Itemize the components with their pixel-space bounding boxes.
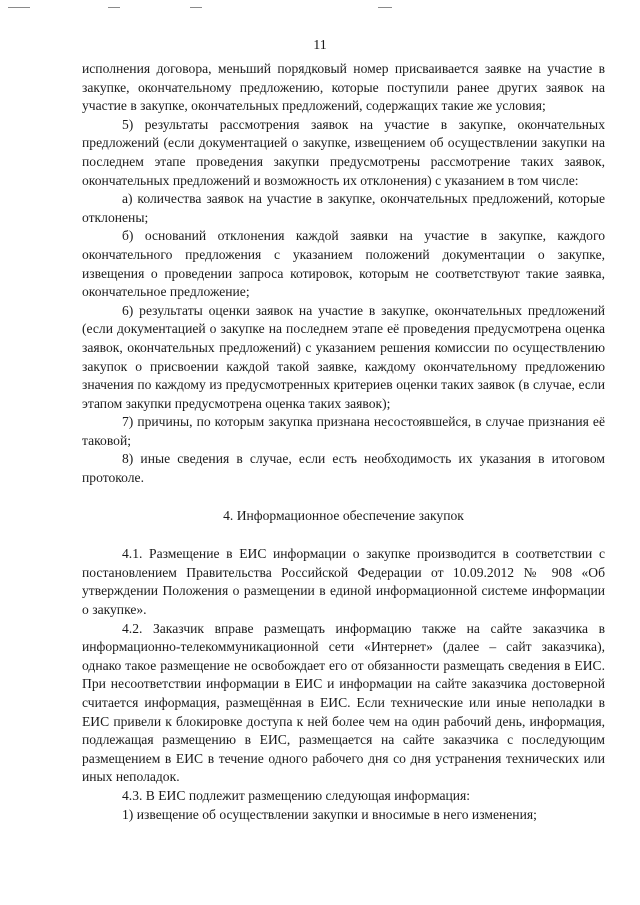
list-item-8: 8) иные сведения в случае, если есть необходимость их указания в итоговом протоколе.	[82, 451, 605, 486]
clause-4-3-item-1: 1) извещение об осуществлении закупки и вносимые в него изменения;	[122, 806, 537, 822]
sub-item-a: а) количества заявок на участие в закупке, окончательных предложений, которые отклонены;	[82, 191, 605, 225]
scan-artifact-mark	[190, 7, 202, 8]
scan-artifact-mark	[378, 7, 392, 8]
document-body	[82, 60, 605, 824]
paragraph-continuation: исполнения договора, меньший порядковый номер присваивается заявке на участие в закупке, окончательному предложению, которые поступили ранее других заявок на участие в закупке, окончательных предложений, содержащих такие же условия;	[82, 61, 605, 114]
clause-4-1: 4.1. Размещение в ЕИС информации о закупке производится в соответствии с постановлением Правительства Российской Федерации от 10.09.2012 № 908 «Об утверждении Положения о размещении в единой информационной системе информации о закупке».	[82, 546, 605, 618]
scan-artifact-mark	[108, 7, 120, 8]
list-item-7: 7) причины, по которым закупка признана несостоявшейся, в случае признания её таковой;	[82, 414, 605, 448]
section-heading: 4. Информационное обеспечение закупок	[223, 507, 464, 523]
page-number: 11	[313, 38, 327, 53]
scan-artifact-mark	[8, 7, 30, 8]
list-item-5: 5) результаты рассмотрения заявок на участие в закупке, окончательных предложений (если документацией о закупке, извещением об осуществлении закупки на последнем этапе проведения закупки предусмотрены рассмотрение таких заявок, окончательных предложений и возможность их отклонения) с указанием в том числе:	[82, 116, 605, 188]
clause-4-3: 4.3. В ЕИС подлежит размещению следующая информация:	[122, 787, 471, 803]
sub-item-b: б) оснований отклонения каждой заявки на участие в закупке, каждого окончательного предложения с указанием положений документации о закупке, извещения о проведении запроса котировок, которым не соответствуют такие заявка, окончательное предложение;	[82, 228, 605, 300]
list-item-6: 6) результаты оценки заявок на участие в закупке, окончательных предложений (если документацией о закупке на последнем этапе её проведения предусмотрена оценка заявок, окончательных предложений) с указанием решения комиссии по осуществлению закупок о присвоении каждой такой заявке, каждому окончательному предложению значения по каждому из предусмотренных критериев оценки таких заявок (в случае, если этапом закупки предусмотрена оценка таких заявок);	[82, 302, 605, 411]
clause-4-2: 4.2. Заказчик вправе размещать информацию также на сайте заказчика в информационно-телекоммуникационной сети «Интернет» (далее – сайт заказчика), однако такое размещение не освобождает его от обязанности размещать сведения в ЕИС. При несоответствии информации в ЕИС и информации на сайте заказчика достоверной считается информация, размещённая в ЕИС. Если технические или иные неполадки в ЕИС привели к блокировке доступа к ней более чем на один рабочий день, информация, подлежащая размещению в ЕИС, размещается на сайте заказчика с последующим размещением в ЕИС в течение одного рабочего дня со дня устранения технических или иных неполадок.	[82, 620, 605, 785]
